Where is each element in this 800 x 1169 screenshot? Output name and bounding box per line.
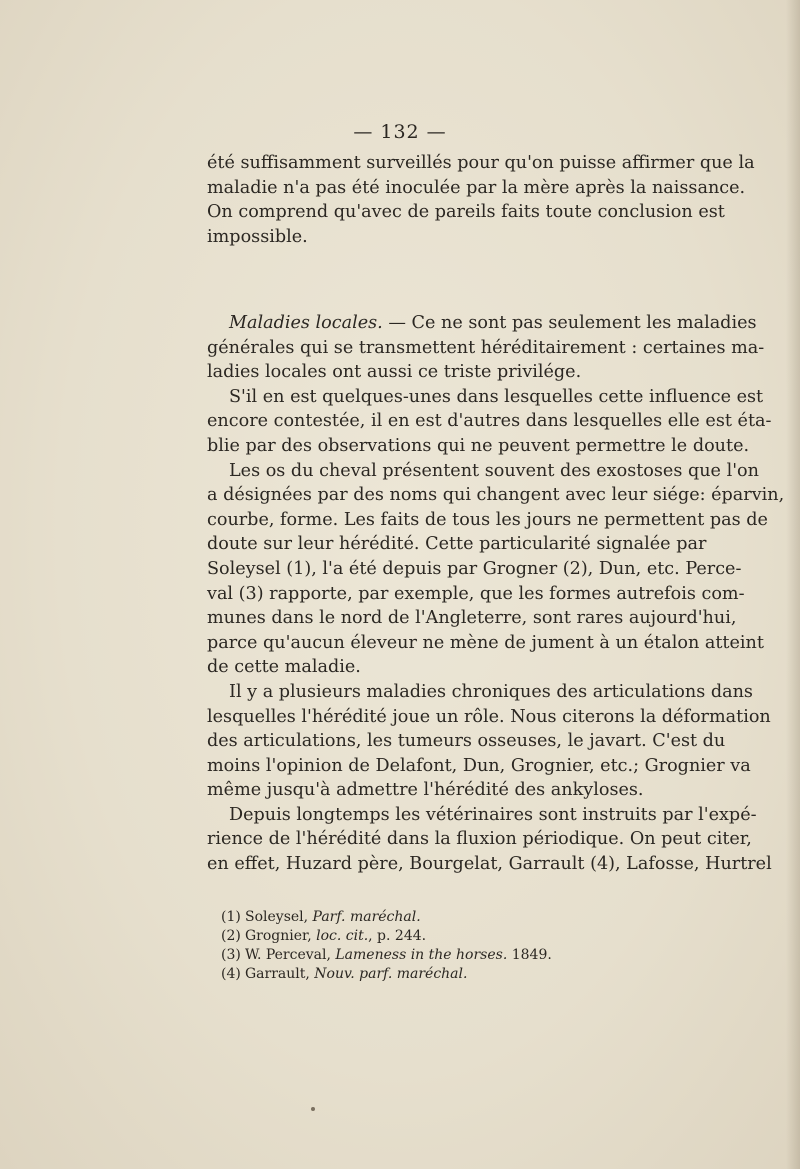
footnote-mark: (4) xyxy=(221,966,241,982)
page-number: — 132 — xyxy=(353,121,447,143)
footnote xyxy=(221,946,621,965)
footnote-author: Garrault, xyxy=(245,966,315,982)
text-line: parce qu'aucun éleveur ne mène de jument à un étalon atteint xyxy=(207,632,764,653)
text-line: S'il en est quelques-unes dans lesquelles cette influence est xyxy=(229,386,764,407)
text-line: ladies locales ont aussi ce triste privilége. xyxy=(207,362,582,383)
footnote xyxy=(221,908,621,927)
footnote xyxy=(221,927,621,946)
text-line: même jusqu'à admettre l'hérédité des ankyloses. xyxy=(207,780,644,801)
footnote-mark: (3) xyxy=(221,947,241,963)
text-line: blie par des observations qui ne peuvent permettre le doute. xyxy=(207,435,750,456)
footnotes xyxy=(221,908,621,984)
section-first-line-text: — Ce ne sont pas seulement les maladies xyxy=(382,313,757,333)
footnote-author: Soleysel, xyxy=(245,909,313,925)
text-line: de cette maladie. xyxy=(207,657,361,678)
footnote-author: Grognier, xyxy=(245,928,317,944)
text-line: maladie n'a pas été inoculée par la mère après la naissance. xyxy=(207,177,746,198)
paper-speck xyxy=(311,1107,315,1111)
text-line: On comprend qu'avec de pareils faits toute conclusion est xyxy=(207,202,725,223)
text-line: Soleysel (1), l'a été depuis par Grogner (2), Dun, etc. Perce- xyxy=(207,558,742,579)
footnote-work: Lameness in the horses. xyxy=(335,947,508,963)
section-heading: Maladies locales. xyxy=(229,313,383,333)
text-line: doute sur leur hérédité. Cette particularité signalée par xyxy=(207,534,707,555)
text-line: munes dans le nord de l'Angleterre, sont rares aujourd'hui, xyxy=(207,608,737,629)
text-line: des articulations, les tumeurs osseuses, le javart. C'est du xyxy=(207,731,726,752)
text-line: val (3) rapporte, par exemple, que les formes autrefois com- xyxy=(207,583,745,604)
text-line: encore contestée, il en est d'autres dans lesquelles elle est éta- xyxy=(207,411,772,432)
section-first-line xyxy=(207,311,757,336)
text-line: lesquelles l'hérédité joue un rôle. Nous citerons la déformation xyxy=(207,706,771,727)
text-line: en effet, Huzard père, Bourgelat, Garrault (4), Lafosse, Hurtrel xyxy=(207,854,772,875)
footnote-work: Parf. maréchal. xyxy=(312,909,421,925)
text-line: Il y a plusieurs maladies chroniques des articulations dans xyxy=(229,681,753,702)
continued-paragraph xyxy=(207,151,755,249)
text-line: générales qui se transmettent héréditairement : certaines ma- xyxy=(207,337,765,358)
page-edge-shadow xyxy=(786,0,800,1169)
text-line: a désignées par des noms qui changent avec leur siége: éparvin, xyxy=(207,485,785,506)
text-line: été suffisamment surveillés pour qu'on puisse affirmer que la xyxy=(207,153,755,173)
footnote-author: W. Perceval, xyxy=(245,947,336,963)
text-line: impossible. xyxy=(207,226,308,247)
text-line: Les os du cheval présentent souvent des exostoses que l'on xyxy=(229,460,759,481)
text-line: moins l'opinion de Delafont, Dun, Grognier, etc.; Grognier va xyxy=(207,755,751,776)
footnote-mark: (2) xyxy=(221,928,241,944)
footnote xyxy=(221,965,621,984)
footnote-work: loc. cit. xyxy=(316,928,369,944)
text-line: courbe, forme. Les faits de tous les jours ne permettent pas de xyxy=(207,509,768,530)
main-text xyxy=(207,311,785,877)
text-line: rience de l'hérédité dans la fluxion périodique. On peut citer, xyxy=(207,829,752,850)
footnote-mark: (1) xyxy=(221,909,241,925)
text-line: Depuis longtemps les vétérinaires sont instruits par l'expé- xyxy=(229,804,757,825)
footnote-tail: 1849. xyxy=(507,947,552,963)
footnote-tail: , p. 244. xyxy=(368,928,427,944)
footnote-work: Nouv. parf. maréchal. xyxy=(314,966,468,982)
